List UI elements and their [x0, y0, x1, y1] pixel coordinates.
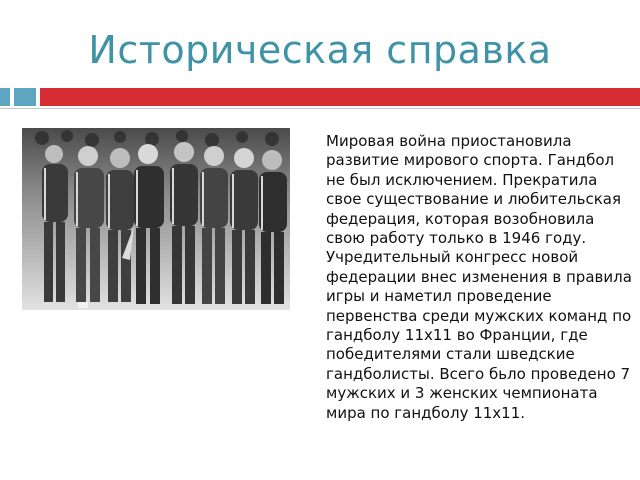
team-photo — [22, 128, 290, 310]
decor-bar-red — [40, 88, 640, 106]
decor-bar-blue-small — [0, 88, 10, 106]
slide-title: Историческая справка — [88, 28, 552, 72]
team-photo-illustration — [22, 128, 290, 310]
decor-bar-blue — [14, 88, 36, 106]
slide-body-text: Мировая война приостановила развитие мирового спорта. Гандбол не был исключением. Прекратила свое существование и любительская федерация, которая возобновила свою работу только в 1946 году. Учредительный конгресс новой федерации внес изменения в правила игры и наметил проведение первенства среди мужских команд по гандболу 11х11 во Франции, где победителями стали шведские гандболисты. Всего бьло проведено 7 мужских и 3 женских чемпионата мира по гандболу 11х11. — [326, 132, 632, 422]
decor-divider-line — [0, 108, 640, 109]
